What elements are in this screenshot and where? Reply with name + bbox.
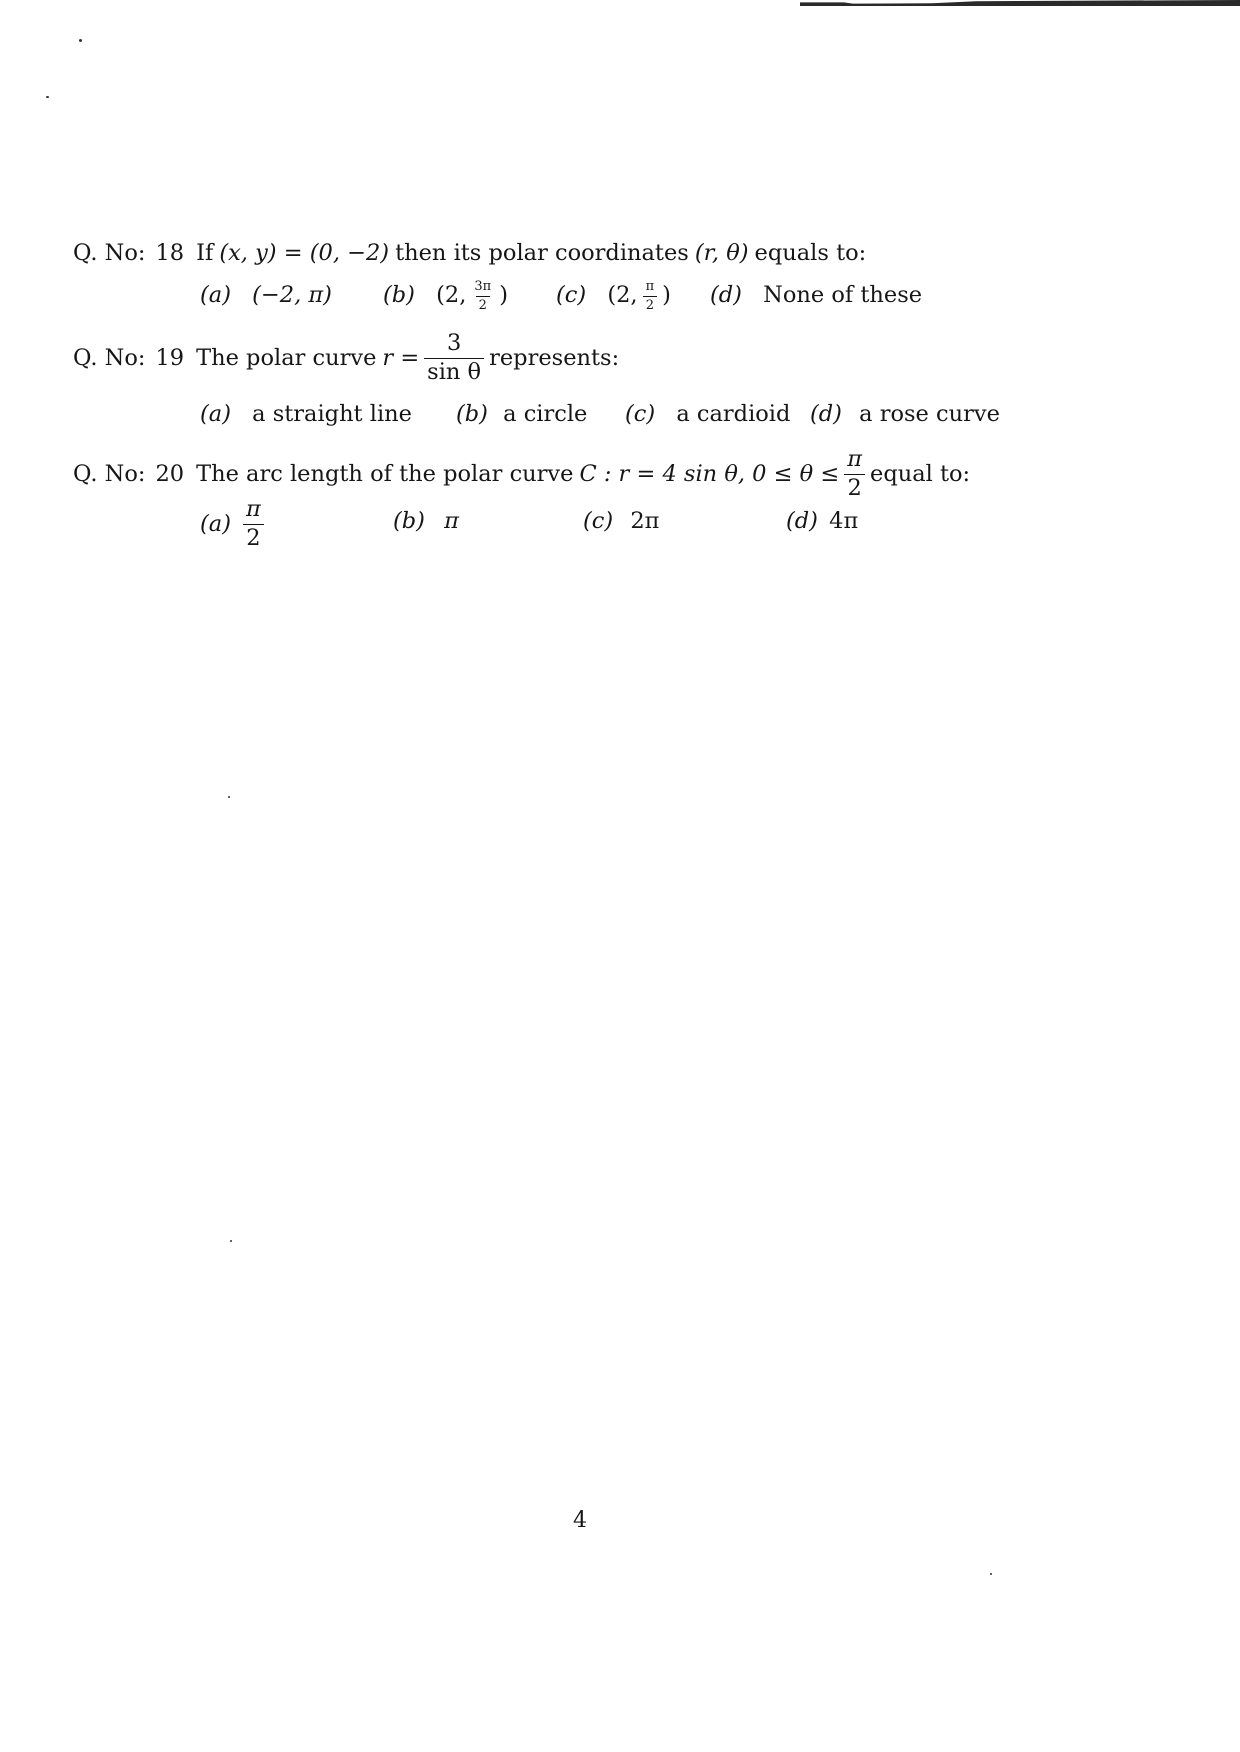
fraction-denominator: 2 xyxy=(643,296,657,313)
option-fraction xyxy=(471,280,494,312)
option-a xyxy=(200,284,332,307)
option-text: a cardioid xyxy=(676,401,791,427)
option-text: (−2, π) xyxy=(252,282,332,308)
question-text: equals to: xyxy=(754,240,867,266)
option-b xyxy=(383,280,508,312)
option-letter: (b) xyxy=(383,282,415,309)
fraction-numerator: π xyxy=(645,279,655,294)
question-math: (x, y) = (0, −2) xyxy=(219,240,390,266)
option-letter: (a) xyxy=(200,282,231,308)
fraction-denominator: sin θ xyxy=(424,358,484,385)
question-fraction xyxy=(424,332,484,384)
option-letter: (a) xyxy=(200,401,231,427)
scan-speck xyxy=(228,796,230,798)
option-d xyxy=(710,284,922,307)
question-math: C : r = 4 sin θ, 0 ≤ θ ≤ xyxy=(579,460,840,487)
option-a xyxy=(200,403,412,426)
question-number: 18 xyxy=(155,240,185,266)
option-letter: (a) xyxy=(200,510,231,537)
question-label: Q. No: xyxy=(73,344,146,371)
option-c xyxy=(583,510,659,533)
scan-speck xyxy=(230,1240,232,1242)
question-number: 20 xyxy=(155,460,185,487)
option-text: a rose curve xyxy=(859,401,1000,427)
question-math: (r, θ) xyxy=(694,240,749,266)
option-d xyxy=(810,403,1000,426)
question-number: 19 xyxy=(155,344,185,371)
question-text: If xyxy=(196,240,214,266)
question-text: equal to: xyxy=(870,460,971,487)
option-letter: (c) xyxy=(625,401,656,427)
option-b xyxy=(456,403,587,426)
option-letter: (c) xyxy=(583,508,614,534)
option-a xyxy=(200,498,269,550)
option-c xyxy=(625,403,790,426)
scan-speck xyxy=(79,39,82,42)
page-number: 4 xyxy=(573,1508,587,1533)
option-text: a circle xyxy=(503,401,588,427)
question-label: Q. No: xyxy=(73,240,146,266)
option-fraction xyxy=(643,280,658,312)
option-letter: (b) xyxy=(456,401,488,427)
option-text: π xyxy=(444,508,459,534)
scan-edge-artifact xyxy=(800,0,1240,6)
question-text: The arc length of the polar curve xyxy=(196,460,574,487)
option-fraction xyxy=(243,498,264,550)
question-text: The polar curve xyxy=(196,344,377,371)
fraction-denominator: 2 xyxy=(476,296,490,313)
question-math: r = xyxy=(382,344,420,371)
fraction-numerator: 3π xyxy=(474,279,492,294)
question-text: then its polar coordinates xyxy=(395,240,689,266)
option-text: ) xyxy=(499,282,508,309)
option-text: a straight line xyxy=(252,401,412,427)
fraction-denominator: 2 xyxy=(844,474,864,501)
option-text: (2, xyxy=(607,282,638,309)
option-c xyxy=(556,280,671,312)
option-d xyxy=(786,510,858,533)
question-20-stem xyxy=(73,448,970,500)
option-letter: (d) xyxy=(786,508,818,534)
question-fraction xyxy=(844,448,865,500)
option-letter: (d) xyxy=(810,401,842,427)
fraction-denominator: 2 xyxy=(243,524,263,551)
option-letter: (d) xyxy=(710,282,742,308)
option-b xyxy=(393,510,459,533)
option-letter: (c) xyxy=(556,282,587,309)
fraction-numerator: π xyxy=(245,496,261,522)
fraction-numerator: 3 xyxy=(446,330,462,356)
option-text: ) xyxy=(662,282,671,309)
option-text: (2, xyxy=(436,282,467,309)
question-text: represents: xyxy=(489,344,620,371)
question-19-stem xyxy=(73,332,619,384)
option-text: 4π xyxy=(829,508,859,534)
option-letter: (b) xyxy=(393,508,425,534)
question-label: Q. No: xyxy=(73,460,146,487)
question-18-stem xyxy=(73,242,866,265)
option-text: None of these xyxy=(763,282,923,308)
scan-speck xyxy=(46,96,49,98)
option-text: 2π xyxy=(630,508,660,534)
scan-speck xyxy=(990,1573,992,1575)
fraction-numerator: π xyxy=(847,446,862,472)
